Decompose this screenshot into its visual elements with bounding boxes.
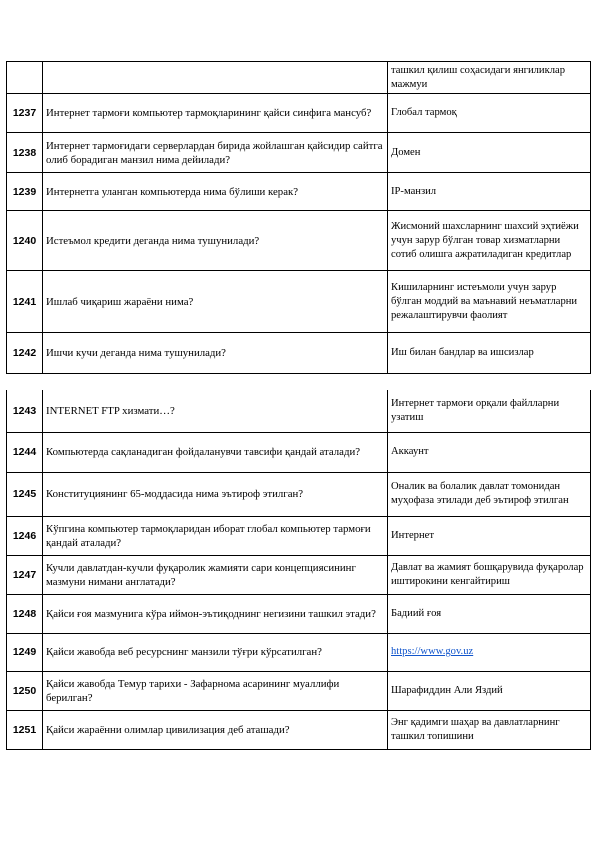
questions-table-bottom [6,390,591,750]
table-row [7,333,591,374]
table-row [7,555,591,594]
question-cell: Қайси жавобда Темур тарихи - Зафарнома асарининг муаллифи берилган? [43,671,388,710]
question-cell: Кучли давлатдан-кучли фуқаролик жамияти сари концепциясининг мазмуни нимани англатади? [43,555,388,594]
answer-cell: Жисмоний шахсларнинг шахсий эҳтиёжи учун зарур бўлган товар хизматларни сотиб олишга ажратиладиган кредитлар [388,211,591,271]
table-row [7,710,591,749]
question-cell [43,62,388,94]
answer-cell: IP-манзил [388,173,591,211]
question-cell: Интернетга уланган компьютерда нима бўлиши керак? [43,173,388,211]
table-row [7,133,591,173]
question-cell: Қайси жараённи олимлар цивилизация деб аташади? [43,710,388,749]
question-cell: Кўпгина компьютер тармоқларидан иборат глобал компьютер тармоғи қандай аталади? [43,516,388,555]
table-row [7,472,591,516]
table-row [7,516,591,555]
answer-cell: Глобал тармоқ [388,94,591,133]
answer-cell: ташкил қилиш соҳасидаги янгиликлар мажмуи [388,62,591,94]
question-cell: Қайси жавобда веб ресурснинг манзили тўғри кўрсатилган? [43,633,388,671]
row-number: 1244 [7,432,43,472]
table-row [7,211,591,271]
table-row [7,633,591,671]
question-cell: Интернет тармоғидаги серверлардан бирида жойлашган қайсидир сайтга олиб борадиган манзил нима дейилади? [43,133,388,173]
row-number [7,62,43,94]
row-number: 1246 [7,516,43,555]
answer-cell: Интернет тармоғи орқали файлларни узатиш [388,390,591,432]
answer-cell: Аккаунт [388,432,591,472]
questions-table-top [6,61,591,374]
answer-cell: Шарафиддин Али Яздий [388,671,591,710]
question-cell: Қайси ғоя мазмунига кўра иймон-эътиқоднинг негизини ташкил этади? [43,594,388,633]
row-number: 1238 [7,133,43,173]
question-cell: Ишлаб чиқариш жараёни нима? [43,271,388,333]
answer-cell: Оналик ва болалик давлат томонидан муҳофаза этилади деб эътироф этилган [388,472,591,516]
question-cell: Истеъмол кредити деганда нима тушунилади? [43,211,388,271]
row-number: 1245 [7,472,43,516]
table-row [7,94,591,133]
table-row [7,390,591,432]
answer-cell: Кишиларнинг истеъмоли учун зарур бўлган моддий ва маънавий неъматларни режалаштирувчи фаолият [388,271,591,333]
question-cell: INTERNET FTP хизмати…? [43,390,388,432]
question-cell: Ишчи кучи деганда нима тушунилади? [43,333,388,374]
answer-cell: Интернет [388,516,591,555]
answer-cell: Домен [388,133,591,173]
row-number: 1250 [7,671,43,710]
row-number: 1243 [7,390,43,432]
answer-cell: Энг қадимги шаҳар ва давлатларнинг ташкил топишини [388,710,591,749]
row-number: 1240 [7,211,43,271]
row-number: 1251 [7,710,43,749]
row-number: 1237 [7,94,43,133]
answer-cell [388,633,591,671]
table-row [7,271,591,333]
row-number: 1239 [7,173,43,211]
row-number: 1242 [7,333,43,374]
table-row [7,62,591,94]
table-row [7,671,591,710]
answer-cell: Иш билан бандлар ва ишсизлар [388,333,591,374]
question-cell: Компьютерда сақланадиган фойдаланувчи тавсифи қандай аталади? [43,432,388,472]
row-number: 1249 [7,633,43,671]
question-cell: Конституциянинг 65-моддасида нима эътироф этилган? [43,472,388,516]
table-row [7,173,591,211]
answer-cell: Бадиий ғоя [388,594,591,633]
question-cell: Интернет тармоғи компьютер тармоқларининг қайси синфига мансуб? [43,94,388,133]
row-number: 1248 [7,594,43,633]
row-number: 1241 [7,271,43,333]
answer-cell: Давлат ва жамият бошқарувида фуқаролар иштирокини кенгайтириш [388,555,591,594]
table-row [7,594,591,633]
gov-uz-link[interactable]: https://www.gov.uz [391,646,474,657]
row-number: 1247 [7,555,43,594]
table-row [7,432,591,472]
